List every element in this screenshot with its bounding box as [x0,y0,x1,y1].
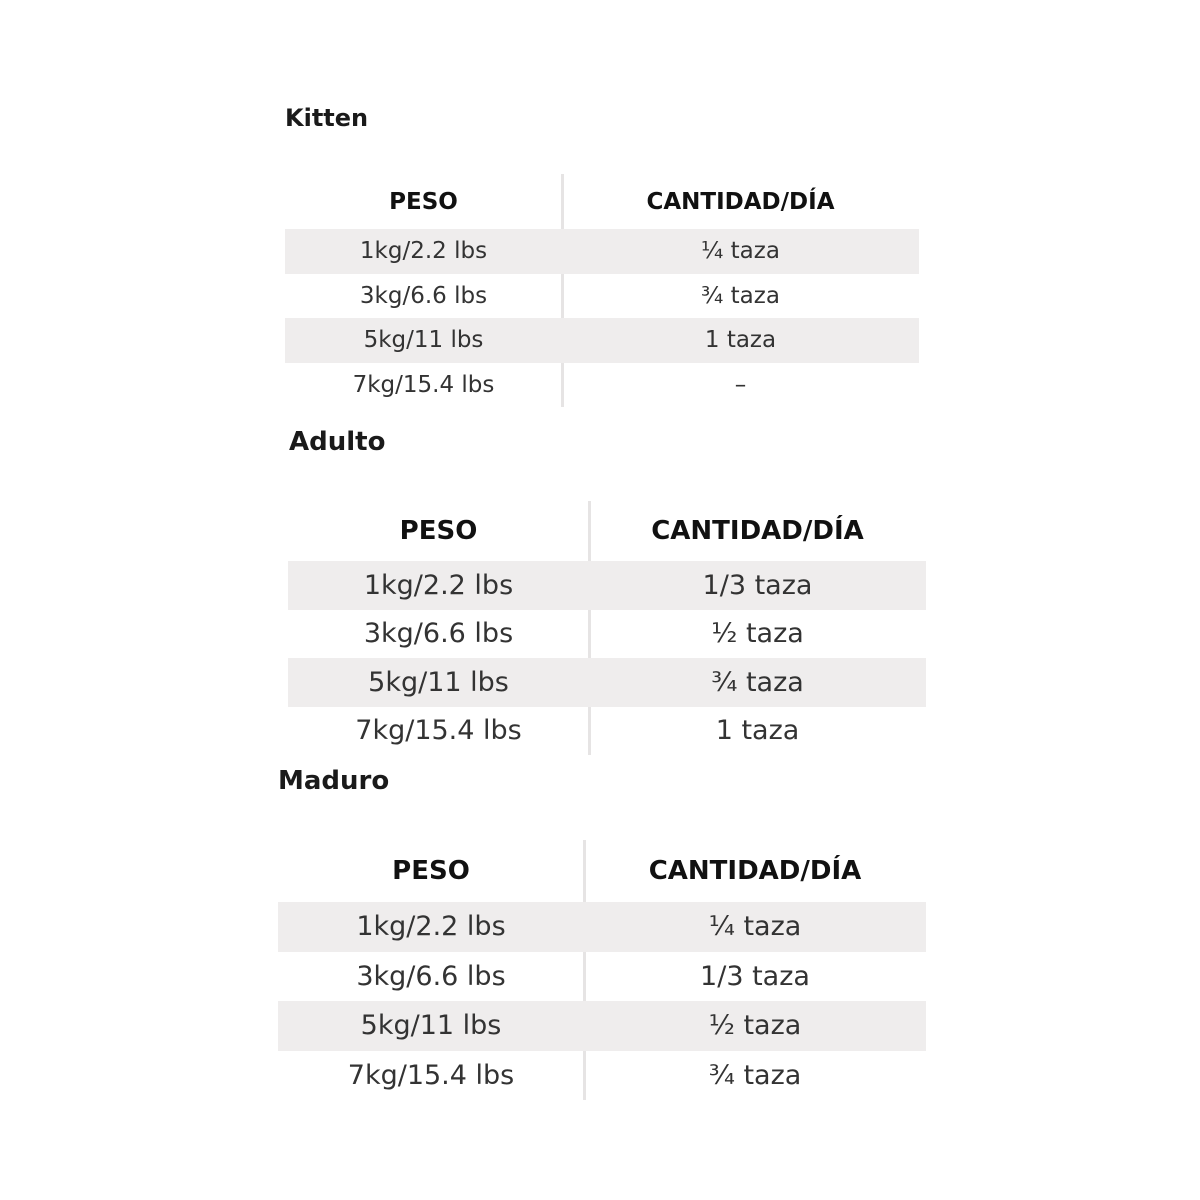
weight-cell: 3kg/6.6 lbs [356,960,506,992]
section-title-kitten: Kitten [285,104,369,132]
table-row [288,658,926,707]
table-row [285,363,919,408]
amount-cell: ¾ taza [708,1059,802,1091]
table-row [288,610,926,659]
amount-cell: ¾ taza [701,282,780,309]
table-row [278,1001,926,1051]
weight-cell: 3kg/6.6 lbs [363,618,514,650]
weight-cell: 7kg/15.4 lbs [355,715,522,747]
weight-cell: 7kg/15.4 lbs [352,371,495,398]
table-row [288,561,926,610]
amount-cell: 1/3 taza [700,960,810,992]
maduro-section [278,764,928,1104]
header-cantidad-dia: CANTIDAD/DÍA [648,856,862,886]
adulto-section [288,425,928,760]
header-peso: PESO [392,856,470,886]
kitten-section [285,100,925,410]
amount-cell: 1/3 taza [702,569,813,601]
header-cantidad-dia: CANTIDAD/DÍA [651,516,864,546]
table-row [288,707,926,756]
weight-cell: 1kg/2.2 lbs [363,569,514,601]
feeding-table-kitten [285,174,919,407]
table-header-row [285,174,919,229]
amount-cell: ½ taza [711,618,804,650]
amount-cell: 1 taza [704,327,777,354]
section-title-adulto: Adulto [289,427,386,457]
weight-cell: 5kg/11 lbs [363,327,484,354]
weight-cell: 1kg/2.2 lbs [359,238,488,265]
table-row [278,952,926,1002]
table-row [285,318,919,363]
amount-cell: – [734,371,747,398]
table-header-row [288,501,926,561]
amount-cell: 1 taza [715,715,800,747]
weight-cell: 3kg/6.6 lbs [359,282,488,309]
table-row [278,1051,926,1101]
table-header-row [278,840,926,902]
header-peso: PESO [389,188,458,215]
feeding-table-maduro [278,840,926,1100]
feeding-table-adulto [288,501,926,755]
weight-cell: 5kg/11 lbs [360,1010,502,1042]
section-title-maduro: Maduro [278,766,390,796]
table-row [285,274,919,319]
weight-cell: 1kg/2.2 lbs [356,911,506,943]
amount-cell: ½ taza [708,1010,802,1042]
table-row [278,902,926,952]
amount-cell: ¼ taza [701,238,780,265]
table-row [285,229,919,274]
amount-cell: ¾ taza [711,666,804,698]
weight-cell: 7kg/15.4 lbs [347,1059,515,1091]
weight-cell: 5kg/11 lbs [368,666,509,698]
header-peso: PESO [399,516,478,546]
amount-cell: ¼ taza [708,911,802,943]
header-cantidad-dia: CANTIDAD/DÍA [646,188,835,215]
